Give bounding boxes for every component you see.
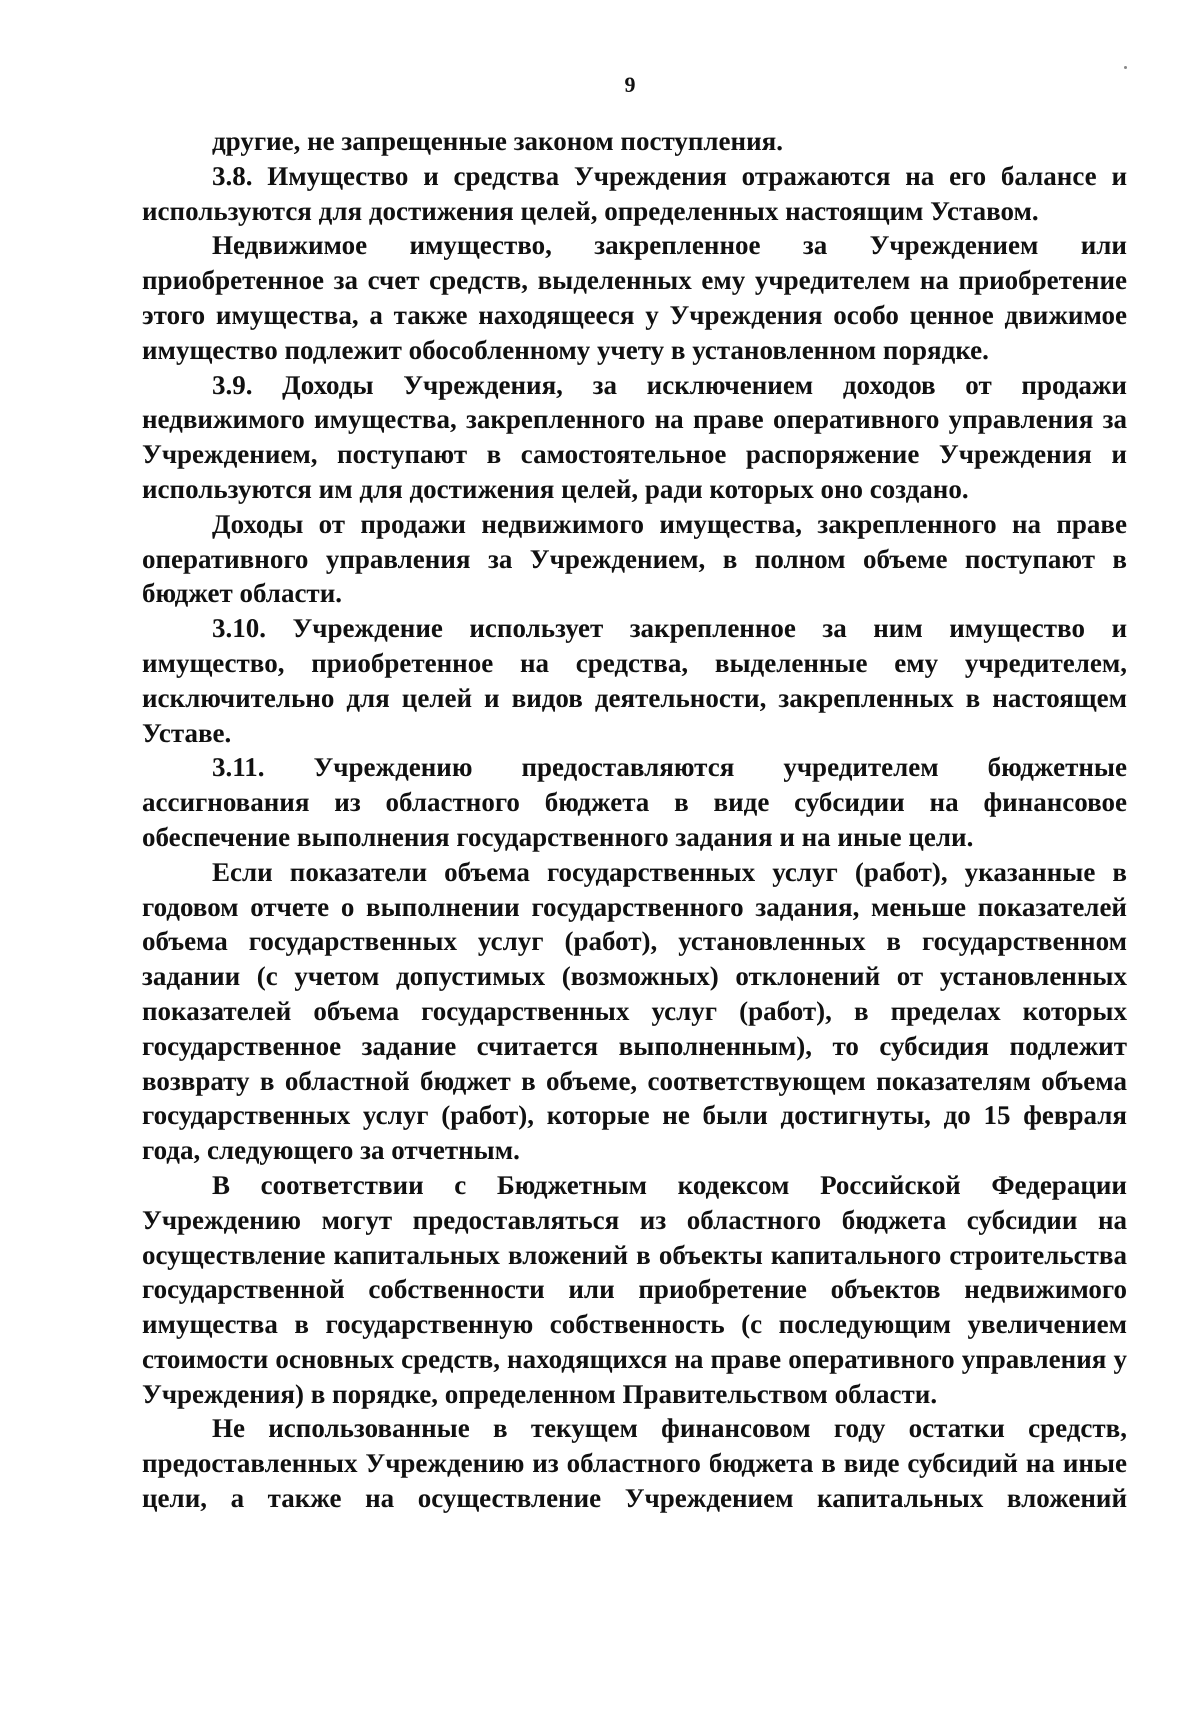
paragraph-3-11: 3.11. Учреждению предоставляются учредителем бюджетные ассигнования из областного бюджета в виде субсидии на финансовое обеспечение выполнения государственного задания и на иные цели. — [142, 752, 1127, 852]
paragraph-3-11-unused-balances: Не использованные в текущем финансовом году остатки средств, предоставленных Учреждению из областного бюджета в виде субсидий на иные цели, а также на осуществление Учреждением капитальных вложений — [142, 1413, 1127, 1514]
paragraph-3-9: 3.9. Доходы Учреждения, за исключением доходов от продажи недвижимого имущества, закрепленного на праве оперативного управления за Учреждением, поступают в самостоятельное распоряжение Учреждения и используются им для достижения целей, ради которых оно создано. — [142, 369, 1127, 504]
document-body — [142, 124, 1127, 1516]
paragraph-3-10: 3.10. Учреждение использует закрепленное за ним имущество и имущество, приобретенное на средства, выделенные ему учредителем, исключительно для целей и видов деятельности, закрепленных в настоящем Уставе. — [142, 613, 1127, 748]
paragraph-3-9-sales-income: Доходы от продажи недвижимого имущества, закрепленного на праве оперативного управления за Учреждением, в полном объеме поступают в бюджет области. — [142, 508, 1127, 609]
paragraph-3-8: 3.8. Имущество и средства Учреждения отражаются на его балансе и используются для достижения целей, определенных настоящим Уставом. — [142, 160, 1127, 226]
paragraph-3-11-indicators: Если показатели объема государственных услуг (работ), указанные в годовом отчете о выполнении государственного задания, меньше показателей объема государственных услуг (работ), установленных в государственном задании (с учетом допустимых (возможных) отклонений от установленных показателей объема государственных услуг (работ), в пределах которых государственное задание считается выполненным), то субсидия подлежит возврату в областной бюджет в объеме, соответствующем показателям объема государственных услуг (работ), которые не были достигнуты, до 15 февраля года, следующего за отчетным. — [142, 856, 1127, 1166]
paragraph-3-11-capital-investments: В соответствии с Бюджетным кодексом Российской Федерации Учреждению могут предоставляться из областного бюджета субсидии на осуществление капитальных вложений в объекты капитального строительства государственной собственности или приобретение объектов недвижимого имущества в государственную собственность (с последующим увеличением стоимости основных средств, находящихся на праве оперативного управления у Учреждения) в порядке, определенном Правительством области. — [142, 1169, 1127, 1409]
paragraph-continuation: другие, не запрещенные законом поступления. — [212, 126, 784, 156]
scan-speck — [1124, 66, 1127, 69]
paragraph-3-8-property: Недвижимое имущество, закрепленное за Учреждением или приобретенное за счет средств, выделенных ему учредителем на приобретение этого имущества, а также находящееся у Учреждения особо ценное движимое имущество подлежит обособленному учету в установленном порядке. — [142, 230, 1127, 365]
page-number: 9 — [624, 72, 636, 97]
